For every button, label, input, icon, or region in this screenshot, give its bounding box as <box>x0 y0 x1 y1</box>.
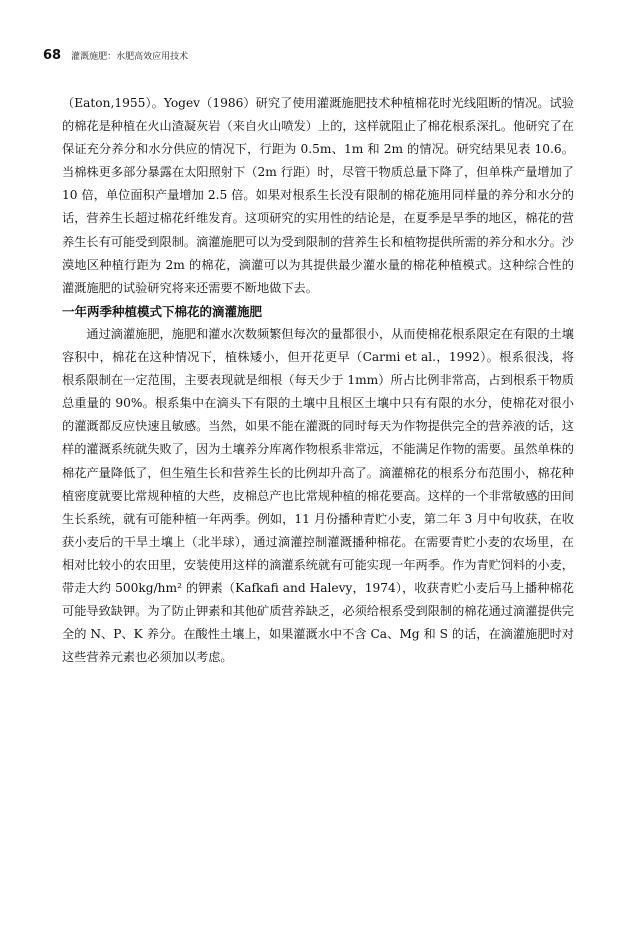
section-heading: 一年两季种植模式下棉花的滴灌施肥 <box>62 303 263 319</box>
running-title: 灌溉施肥：水肥高效应用技术 <box>71 52 189 62</box>
page-number: 68 <box>43 48 62 63</box>
paragraph-1: （Eaton,1955）。Yogev（1986）研究了使用灌溉施肥技术种植棉花时光线阻断的情况。试验的棉花是种植在火山渣凝灰岩（来自火山喷发）上的，这样就阻止了棉花根系深扎。他研究了在保证充分养分和水分供应的情况下，行距为 0.5m、1m 和 2m 的情况。研究结果见表 10.6。当棉株更多部分暴露在太阳照射下（2m 行距）时，尽管干物质总量下降了，但单株产量增加了 10 倍，单位面积产量增加 2.5 倍。如果对根系生长没有限制的棉花施用同样量的养分和水分的话，营养生长超过棉花纤维发育。这项研究的实用性的结论是，在夏季是旱季的地区，棉花的营养生长有可能受到限制。滴灌施肥可以为受到限制的营养生长和植物提供所需的养分和水分。沙漠地区种植行距为 2m 的棉花，滴灌可以为其提供最少灌水量的棉花种植模式。这种综合性的灌溉施肥的试验研究将来还需要不断地做下去。 <box>62 96 574 295</box>
page-body <box>62 92 574 669</box>
page-header <box>43 48 603 66</box>
paragraph-2: 通过滴灌施肥，施肥和灌水次数频繁但每次的量都很小，从而使棉花根系限定在有限的土壤容积中，棉花在这种情况下，植株矮小，但开花更早（Carmi et al.，1992）。根系很浅，将根系限制在一定范围，主要表现就是细根（每天少于 1mm）所占比例非常高，占到根系干物质总重量的 90%。根系集中在滴头下有限的土壤中且根区土壤中只有有限的水分，使棉花对很小的灌溉都反应快速且敏感。当然，如果不能在灌溉的同时每天为作物提供完全的营养液的话，这样的灌溉系统就失败了，因为土壤养分库离作物根系非常远，不能满足作物的需要。虽然单株的棉花产量降低了，但生殖生长和营养生长的比例却升高了。滴灌棉花的根系分布范围小，棉花种植密度就要比常规种植的大些，皮棉总产也比常规种植的棉花要高。这样的一个非常敏感的田间生长系统，就有可能种植一年两季。例如，11 月份播种青贮小麦，第二年 3 月中旬收获，在收获小麦后的干旱土壤上（北半球），通过滴灌控制灌溉播种棉花。在需要青贮小麦的农场里，在相对比较小的农田里，安装使用这样的滴灌系统就有可能实现一年两季。作为青贮饲料的小麦，带走大约 500kg/hm² 的钾素（Kafkafi and Halevy，1974），收获青贮小麦后马上播种棉花可能导致缺钾。为了防止钾素和其他矿质营养缺乏，必须给根系受到限制的棉花通过滴灌提供完全的 N、P、K 养分。在酸性土壤上，如果灌溉水中不含 Ca、Mg 和 S 的话，在滴灌施肥时对这些营养元素也必须加以考虑。 <box>62 326 574 665</box>
